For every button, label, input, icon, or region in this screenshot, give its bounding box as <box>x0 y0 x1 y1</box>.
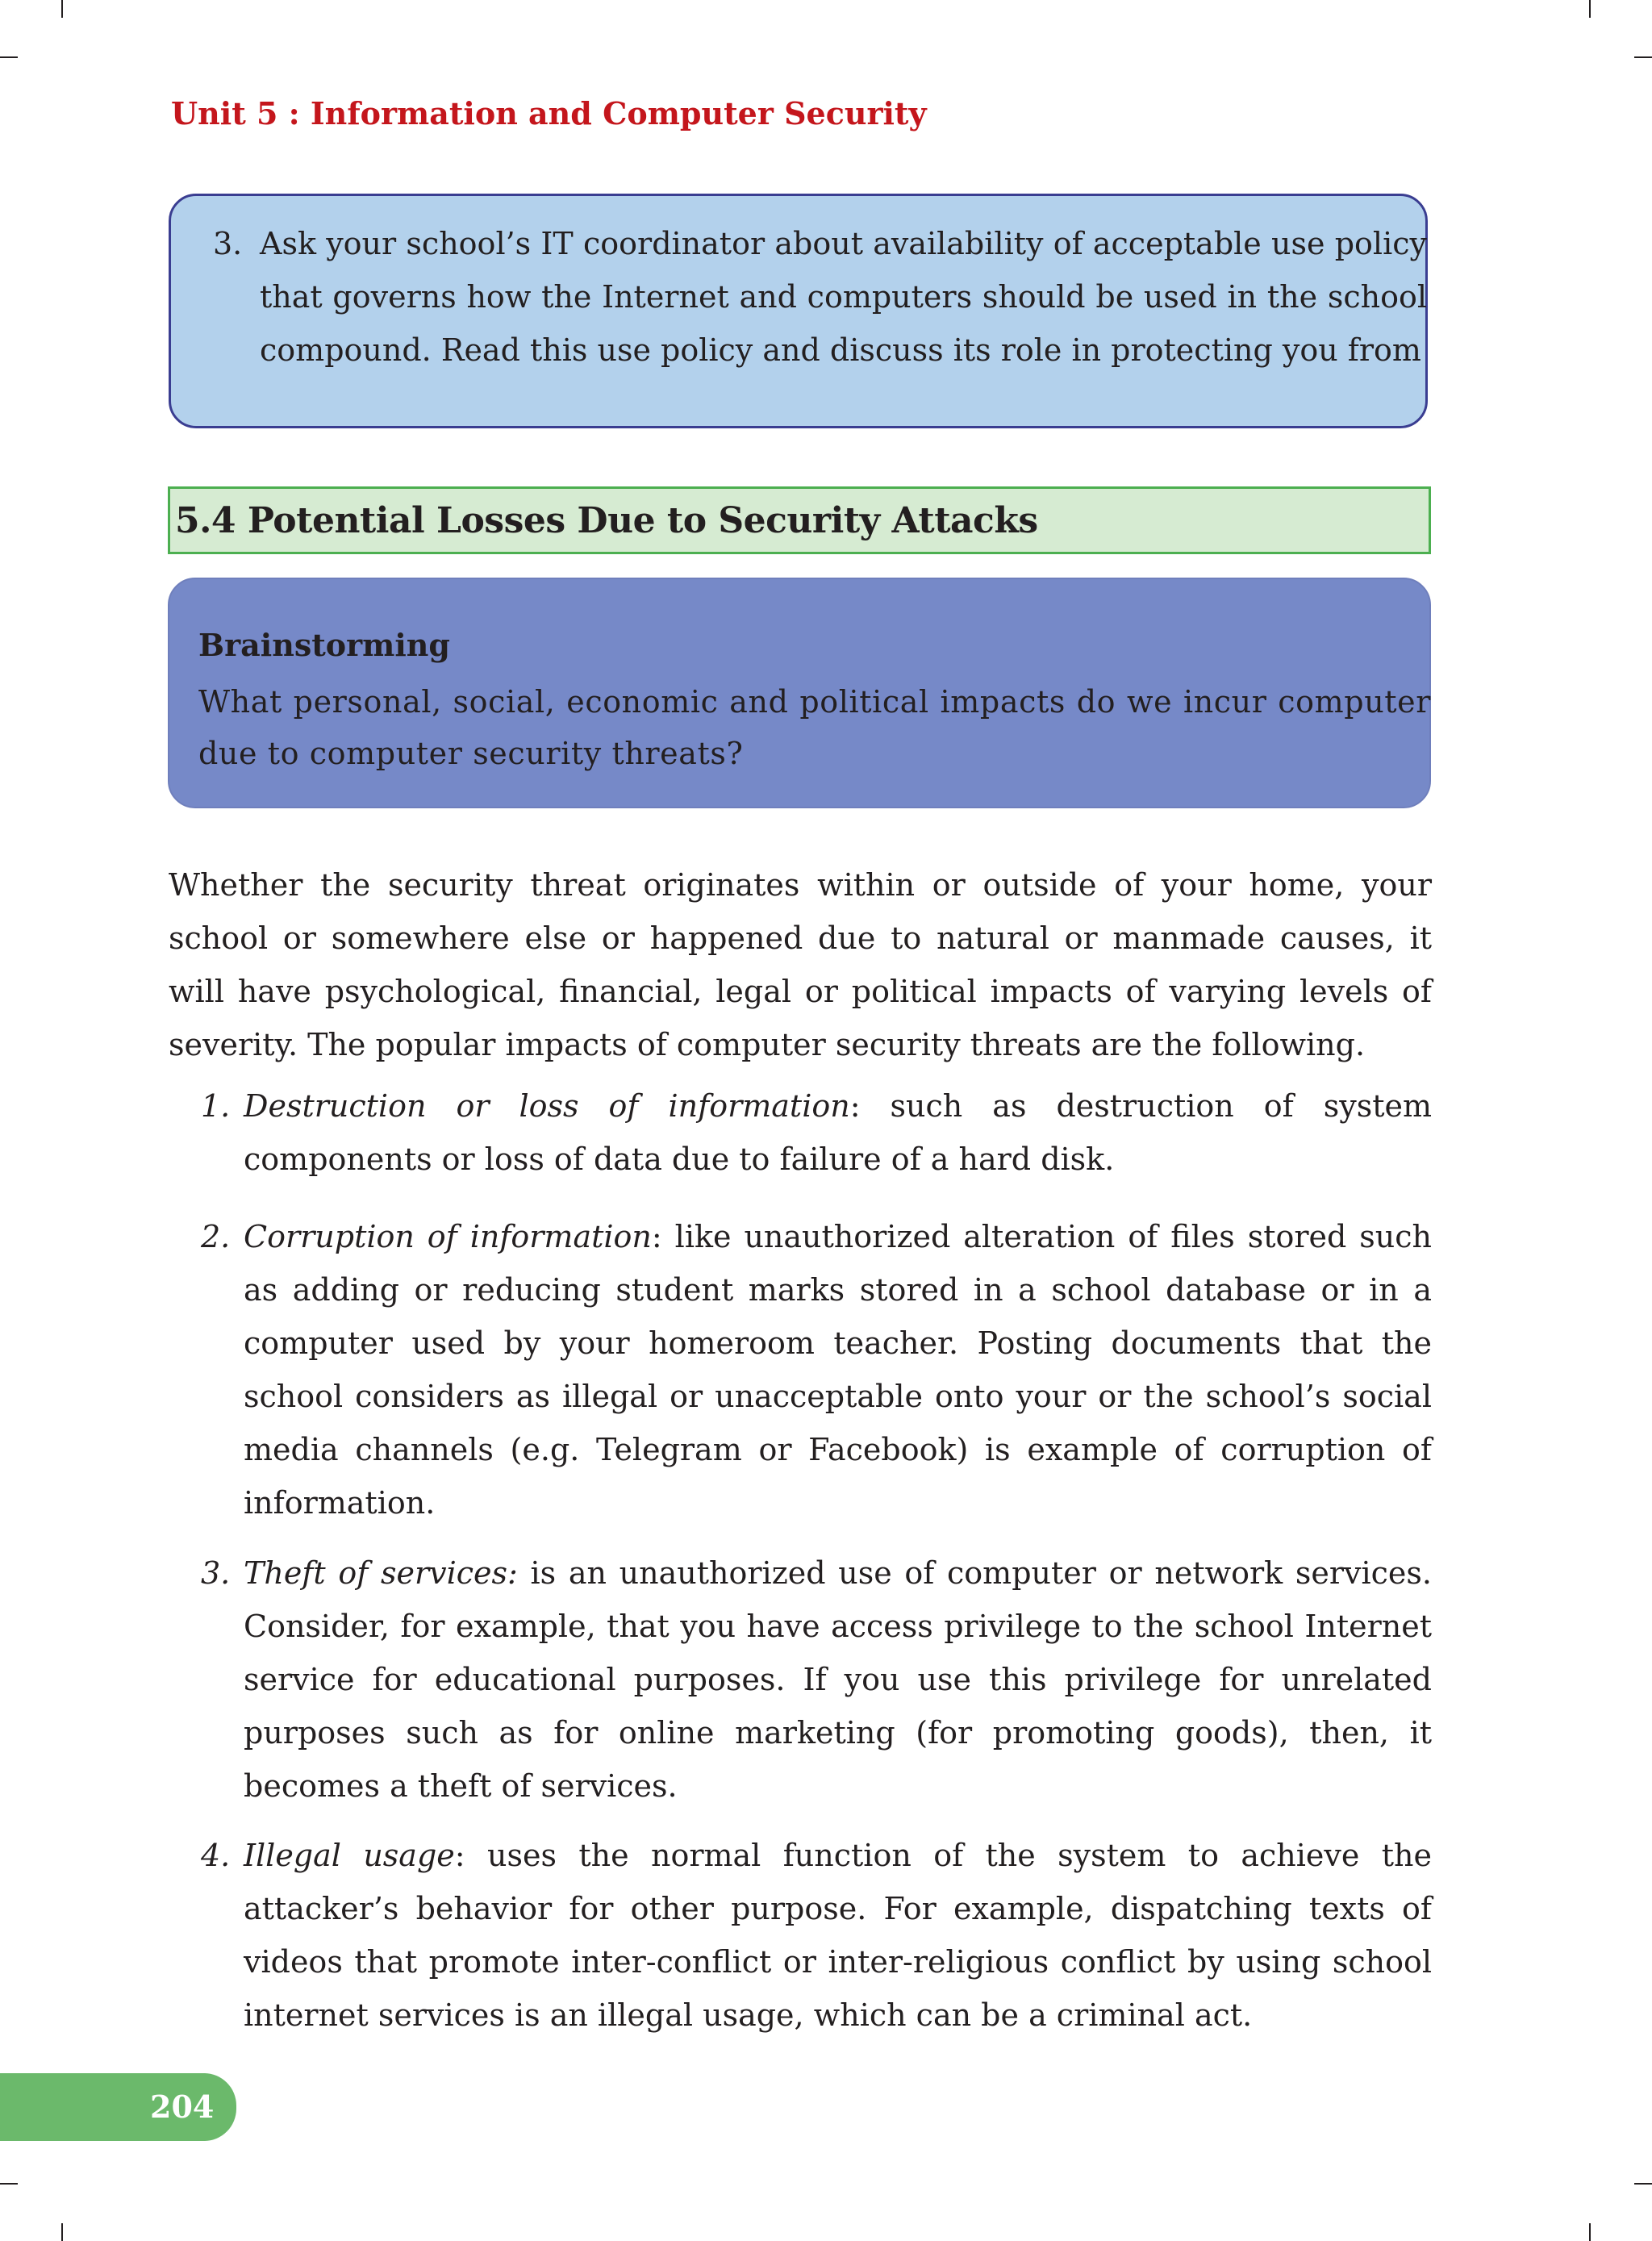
activity-text: Ask your school’s IT coordinator about availability of acceptable use policy that governs how the Internet and computers should be used in the school compound. Read this use policy and discuss its role in protecting you from <box>260 226 1427 368</box>
impact-item-corruption <box>169 1210 1432 1529</box>
unit-title: Unit 5 : Information and Computer Security <box>171 95 927 131</box>
crop-mark <box>1589 0 1591 18</box>
crop-mark <box>1634 2183 1652 2185</box>
impact-term: Destruction or loss of information <box>244 1088 850 1124</box>
impact-text <box>244 1546 1432 1813</box>
impact-description: such as destruction of system components or loss of data due to failure of a hard disk. <box>244 1088 1432 1177</box>
impact-description: is an unauthorized use of computer or network services. Consider, for example, that you have access privilege to the school Internet service for educational purposes. If you use this privilege for unrelated purposes such as for online marketing (for promoting goods), then, it becomes a theft of services. <box>244 1555 1433 1804</box>
crop-mark <box>0 56 18 58</box>
impact-description: uses the normal function of the system to achieve the attacker’s behavior for other purpose. For example, dispatching texts of videos that promote inter-conflict or inter-religious conflict by using school internet services is an illegal usage, which can be a criminal act. <box>244 1838 1432 2033</box>
page-number: 204 <box>150 2089 215 2125</box>
activity-number: 3. <box>213 226 243 261</box>
impact-number: 3. <box>201 1555 231 1591</box>
crop-mark <box>61 0 63 18</box>
impact-item-destruction <box>169 1079 1432 1186</box>
impact-text <box>244 1210 1432 1529</box>
impact-description: like unauthorized alteration of files stored such as adding or reducing student marks stored in a school database or in a computer used by your homeroom teacher. Posting documents that the school considers as illegal or unacceptable onto your or the school’s social media channels (e.g. Telegram or Facebook) is example of corruption of information. <box>244 1219 1432 1521</box>
impact-term: Theft of services: <box>244 1555 518 1591</box>
impact-term: Corruption of information <box>244 1219 652 1254</box>
impact-text <box>244 1829 1432 2042</box>
impact-item-theft <box>169 1546 1432 1813</box>
activity-box <box>169 194 1428 428</box>
impact-separator: : <box>849 1088 861 1124</box>
impact-number: 2. <box>201 1219 231 1254</box>
activity-item <box>213 217 1427 377</box>
impact-separator: : <box>454 1838 465 1873</box>
brainstorming-box <box>168 578 1431 808</box>
impact-text <box>244 1079 1432 1186</box>
impact-number: 1. <box>201 1088 231 1124</box>
crop-mark <box>61 2223 63 2241</box>
impact-item-illegal-usage <box>169 1829 1432 2042</box>
crop-mark <box>0 2183 18 2185</box>
crop-mark <box>1634 56 1652 58</box>
brainstorming-title: Brainstorming <box>198 627 450 663</box>
page-number-tab <box>0 2073 236 2141</box>
crop-mark <box>1589 2223 1591 2241</box>
impact-number: 4. <box>201 1838 231 1873</box>
impact-separator: : <box>651 1219 662 1254</box>
impact-term: Illegal usage <box>244 1838 455 1873</box>
intro-paragraph: Whether the security threat originates within or outside of your home, your school or somewhere else or happened due to natural or manmade causes, it will have psychological, financial, legal or political impacts of varying levels of severity. The popular impacts of computer security threats are the following. <box>169 867 1432 1062</box>
brainstorming-text: What personal, social, economic and political impacts do we incur computer due to computer security threats? <box>198 684 1431 771</box>
section-heading <box>168 486 1431 554</box>
section-title: 5.4 Potential Losses Due to Security Attacks <box>175 499 1038 541</box>
